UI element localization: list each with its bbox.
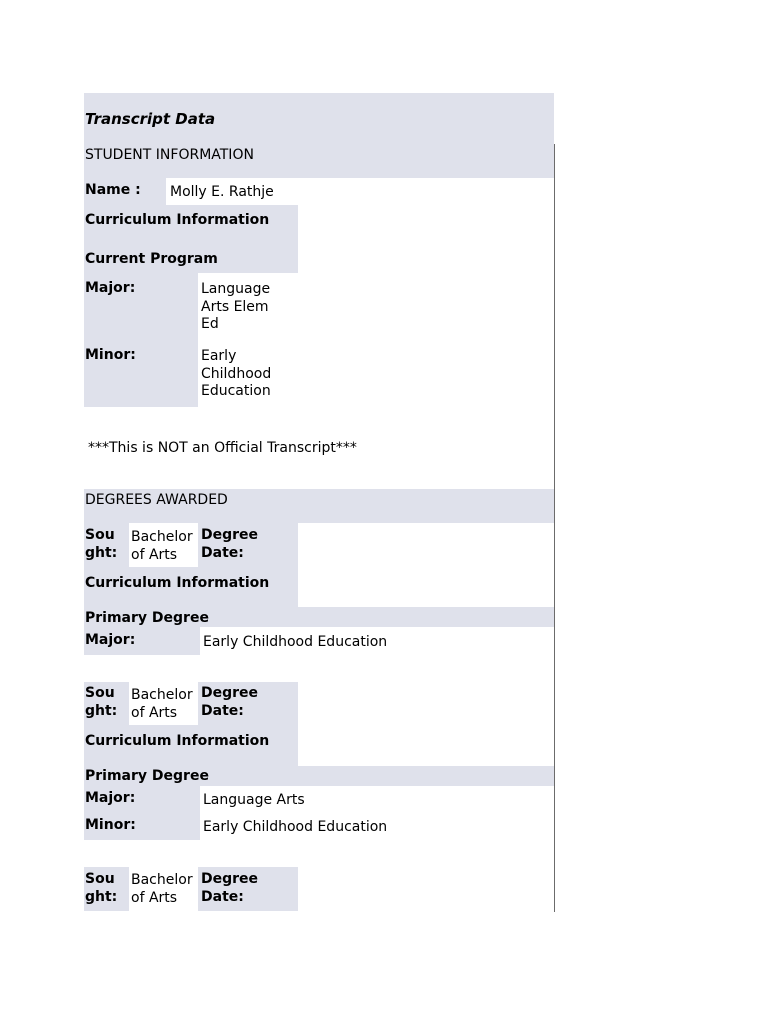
minor-value: Early Childhood Education xyxy=(201,348,272,399)
degree1-primary-degree: Primary Degree xyxy=(85,610,209,626)
degrees-header: DEGREES AWARDED xyxy=(85,492,228,508)
degree2-curriculum-heading: Curriculum Information xyxy=(85,733,270,749)
degree2-degree-value: Bachelor of Arts xyxy=(131,687,193,721)
degree1-sought-label: Sought: xyxy=(85,527,118,561)
degree2-minor-label: Minor: xyxy=(85,817,136,833)
degree1-degree-date-label: Degree Date: xyxy=(201,527,259,561)
degree2-sought-label: Sought: xyxy=(85,685,118,719)
degree1-curriculum-heading: Curriculum Information xyxy=(85,575,270,591)
major-value: Language Arts Elem Ed xyxy=(201,281,271,332)
unofficial-notice: ***This is NOT an Official Transcript*** xyxy=(88,440,357,456)
degree1-major-value: Early Childhood Education xyxy=(203,634,388,650)
degree1-major-label: Major: xyxy=(85,632,136,648)
degree3-degree-value: Bachelor of Arts xyxy=(131,872,193,906)
degree1-degree-value: Bachelor of Arts xyxy=(131,529,193,563)
right-border xyxy=(554,144,555,912)
degree2-major-label: Major: xyxy=(85,790,136,806)
curriculum-info-heading: Curriculum Information xyxy=(85,212,270,228)
degree2-primary-degree: Primary Degree xyxy=(85,768,209,784)
student-info-header: STUDENT INFORMATION xyxy=(85,147,254,163)
major-label: Major: xyxy=(85,280,136,296)
current-program-heading: Current Program xyxy=(85,251,218,267)
minor-label: Minor: xyxy=(85,347,136,363)
degree3-degree-date-label: Degree Date: xyxy=(201,871,259,905)
degree2-minor-value: Early Childhood Education xyxy=(203,819,388,835)
degree2-degree-date-label: Degree Date: xyxy=(201,685,259,719)
degree3-sought-label: Sought: xyxy=(85,871,118,905)
degree2-major-value: Language Arts xyxy=(203,792,305,808)
page-title: Transcript Data xyxy=(85,110,216,128)
name-label: Name : xyxy=(85,182,141,198)
name-value: Molly E. Rathje xyxy=(170,184,274,200)
